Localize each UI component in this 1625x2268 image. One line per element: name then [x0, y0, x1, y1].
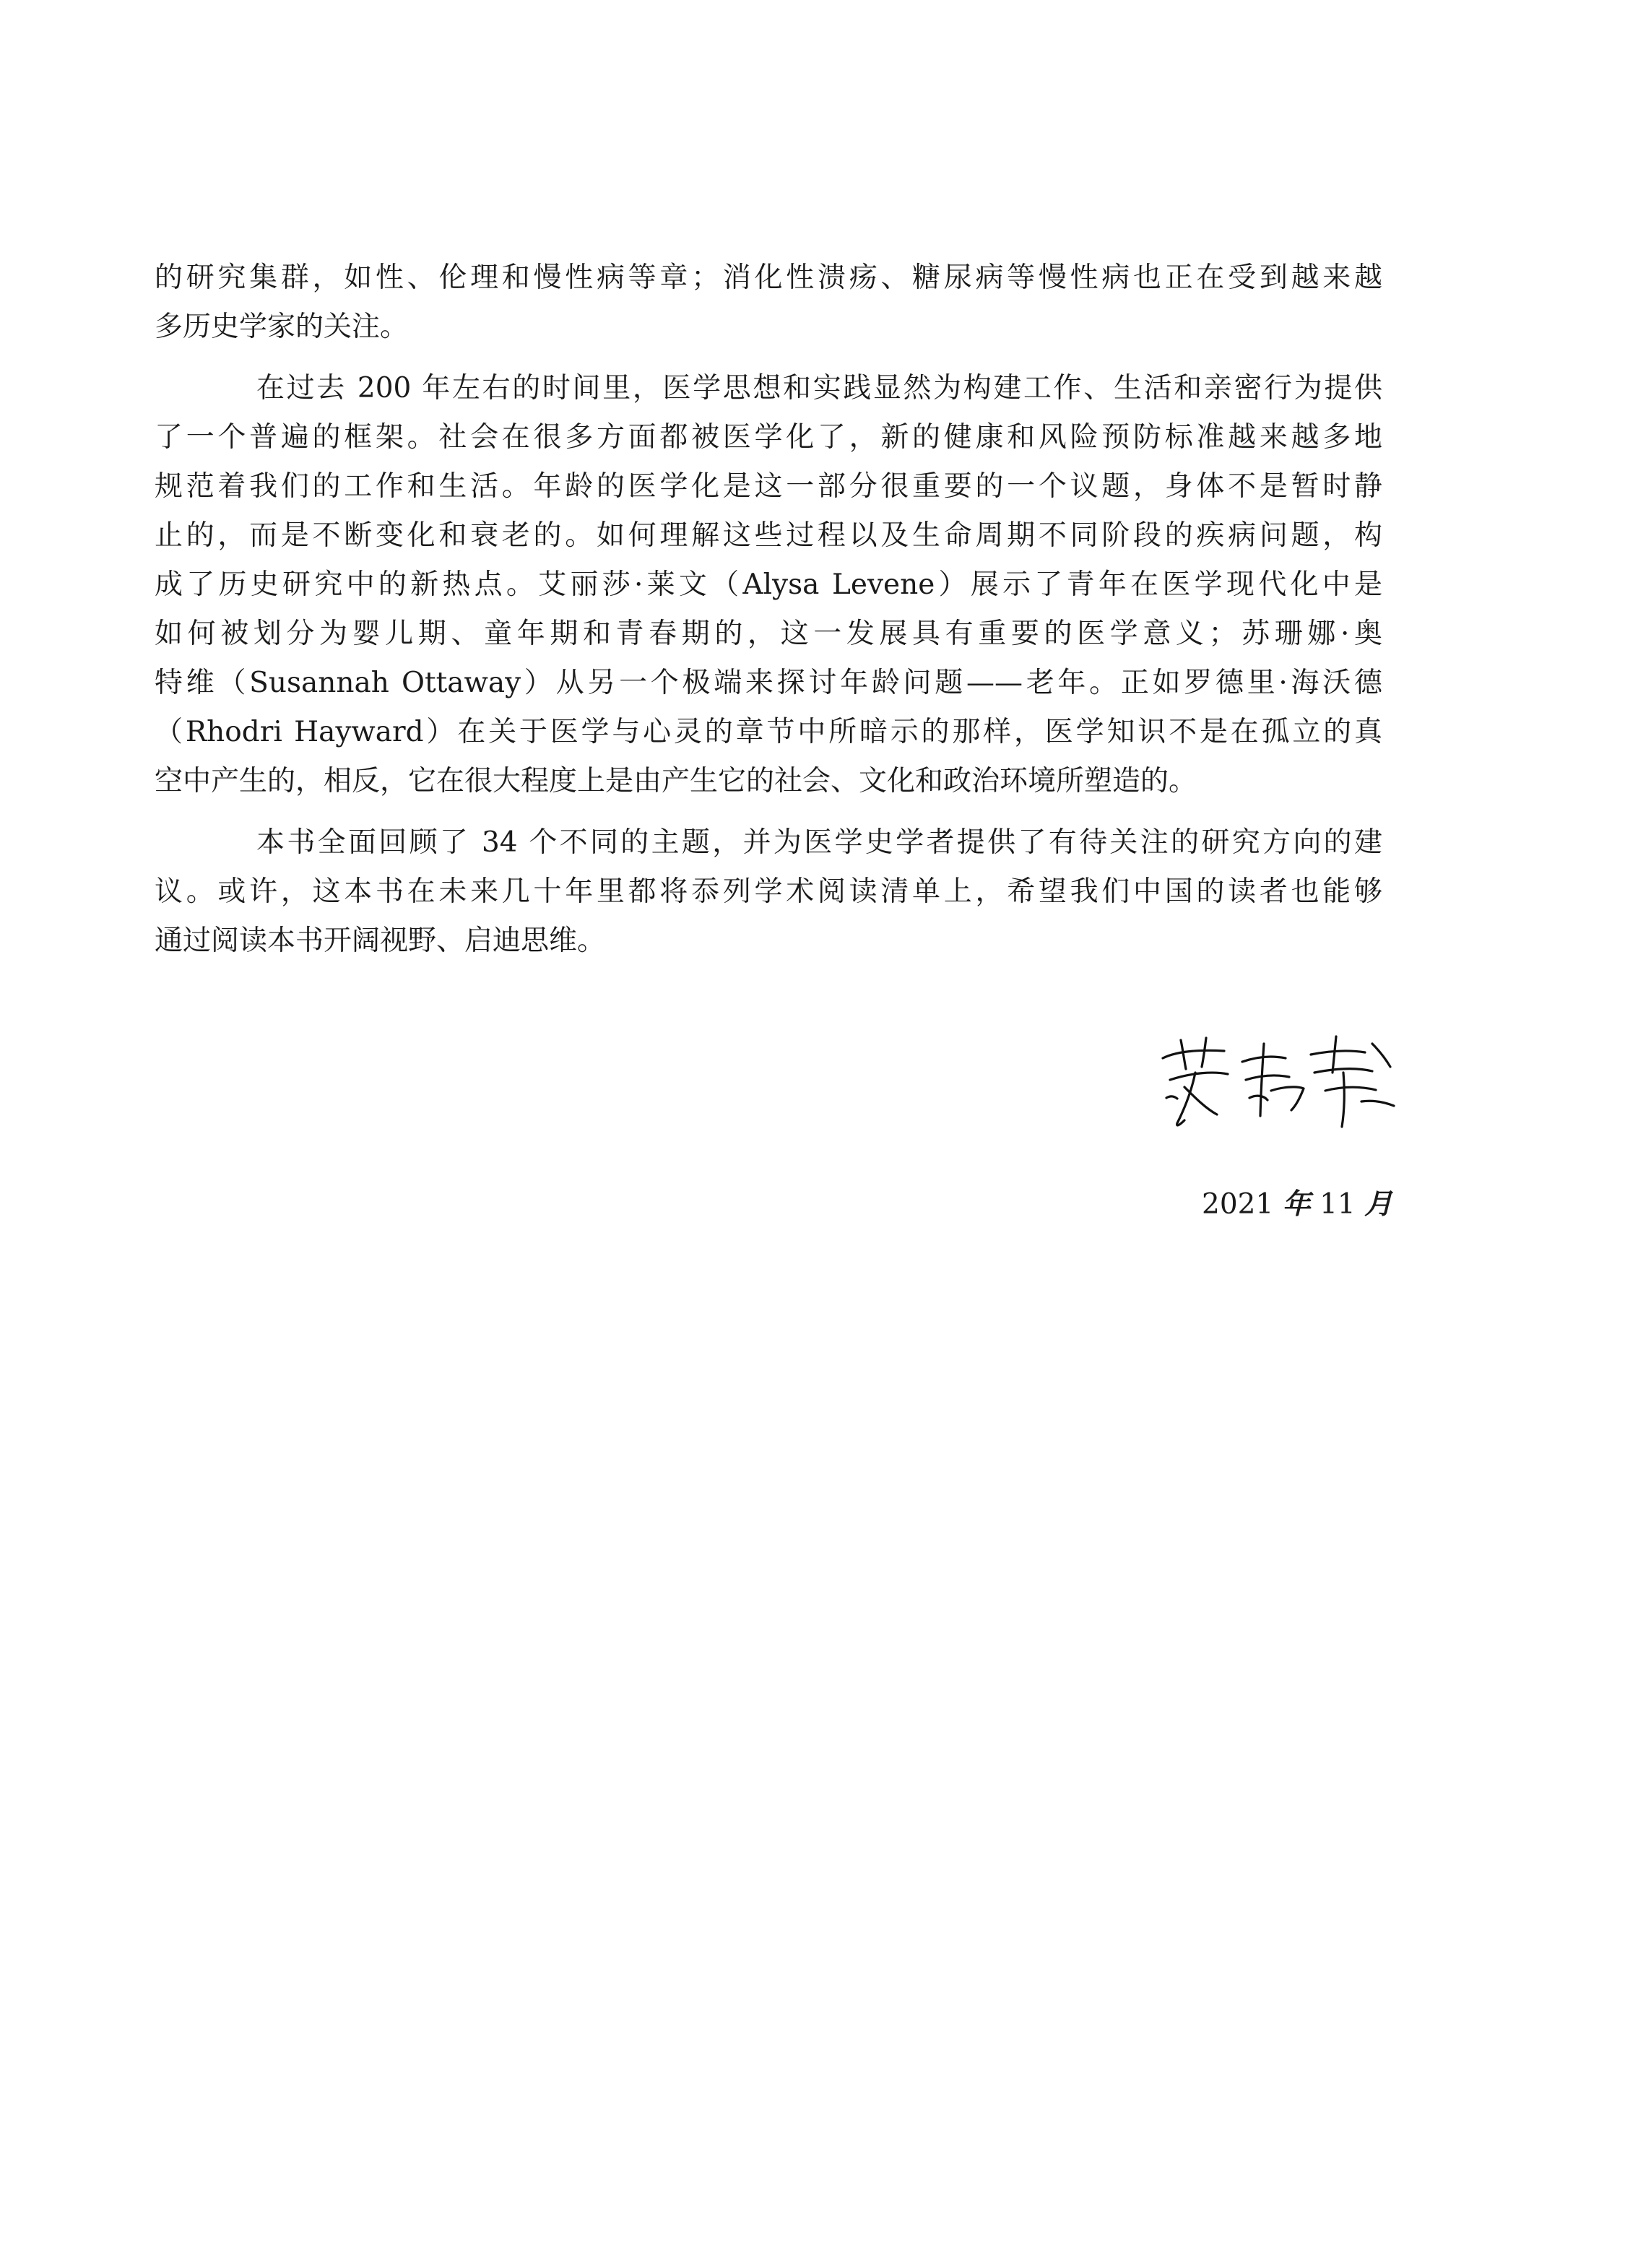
handwritten-signature [1156, 1029, 1401, 1138]
paragraph-2-line-9: 空中产生的，相反，它在很大程度上是由产生它的社会、文化和政治环境所塑造的。 [155, 765, 1197, 797]
paragraph-2-line-1: 在过去 200 年左右的时间里，医学思想和实践显然为构建工作、生活和亲密行为提供 [256, 372, 1382, 404]
paragraph-3-line-3: 通过阅读本书开阔视野、启迪思维。 [155, 925, 606, 957]
date-month: 11 [1320, 1188, 1356, 1221]
paragraph-2-line-3: 规范着我们的工作和生活。年龄的医学化是这一部分很重要的一个议题，身体不是暂时静 [155, 470, 1382, 503]
paragraph-2-line-6: 如何被划分为婴儿期、童年期和青春期的，这一发展具有重要的医学意义；苏珊娜·奥 [155, 618, 1382, 650]
paragraph-1-line-2: 多历史学家的关注。 [155, 311, 409, 343]
paragraph-3-line-2: 议。或许，这本书在未来几十年里都将忝列学术阅读清单上，希望我们中国的读者也能够 [155, 875, 1382, 908]
paragraph-2-line-8: （Rhodri Hayward）在关于医学与心灵的章节中所暗示的那样，医学知识不是在孤立的真 [155, 716, 1382, 748]
paragraph-2-line-4: 止的，而是不断变化和衰老的。如何理解这些过程以及生命周期不同阶段的疾病问题，构 [155, 519, 1382, 552]
paragraph-2-line-2: 了一个普遍的框架。社会在很多方面都被医学化了，新的健康和风险预防标准越来越多地 [155, 421, 1382, 454]
date-line [1202, 1187, 1392, 1221]
paragraph-2-line-7: 特维（Susannah Ottaway）从另一个极端来探讨年龄问题——老年。正如罗德里·海沃德 [155, 667, 1382, 699]
date-year-unit: 年 [1282, 1187, 1311, 1221]
date-month-unit: 月 [1364, 1187, 1393, 1221]
paragraph-3-line-1: 本书全面回顾了 34 个不同的主题，并为医学史学者提供了有待关注的研究方向的建 [256, 826, 1382, 859]
paragraph-1-line-1: 的研究集群，如性、伦理和慢性病等章；消化性溃疡、糖尿病等慢性病也正在受到越来越 [155, 261, 1382, 294]
paragraph-2-line-5: 成了历史研究中的新热点。艾丽莎·莱文（Alysa Levene）展示了青年在医学现代化中是 [155, 568, 1382, 601]
date-year: 2021 [1202, 1188, 1274, 1221]
